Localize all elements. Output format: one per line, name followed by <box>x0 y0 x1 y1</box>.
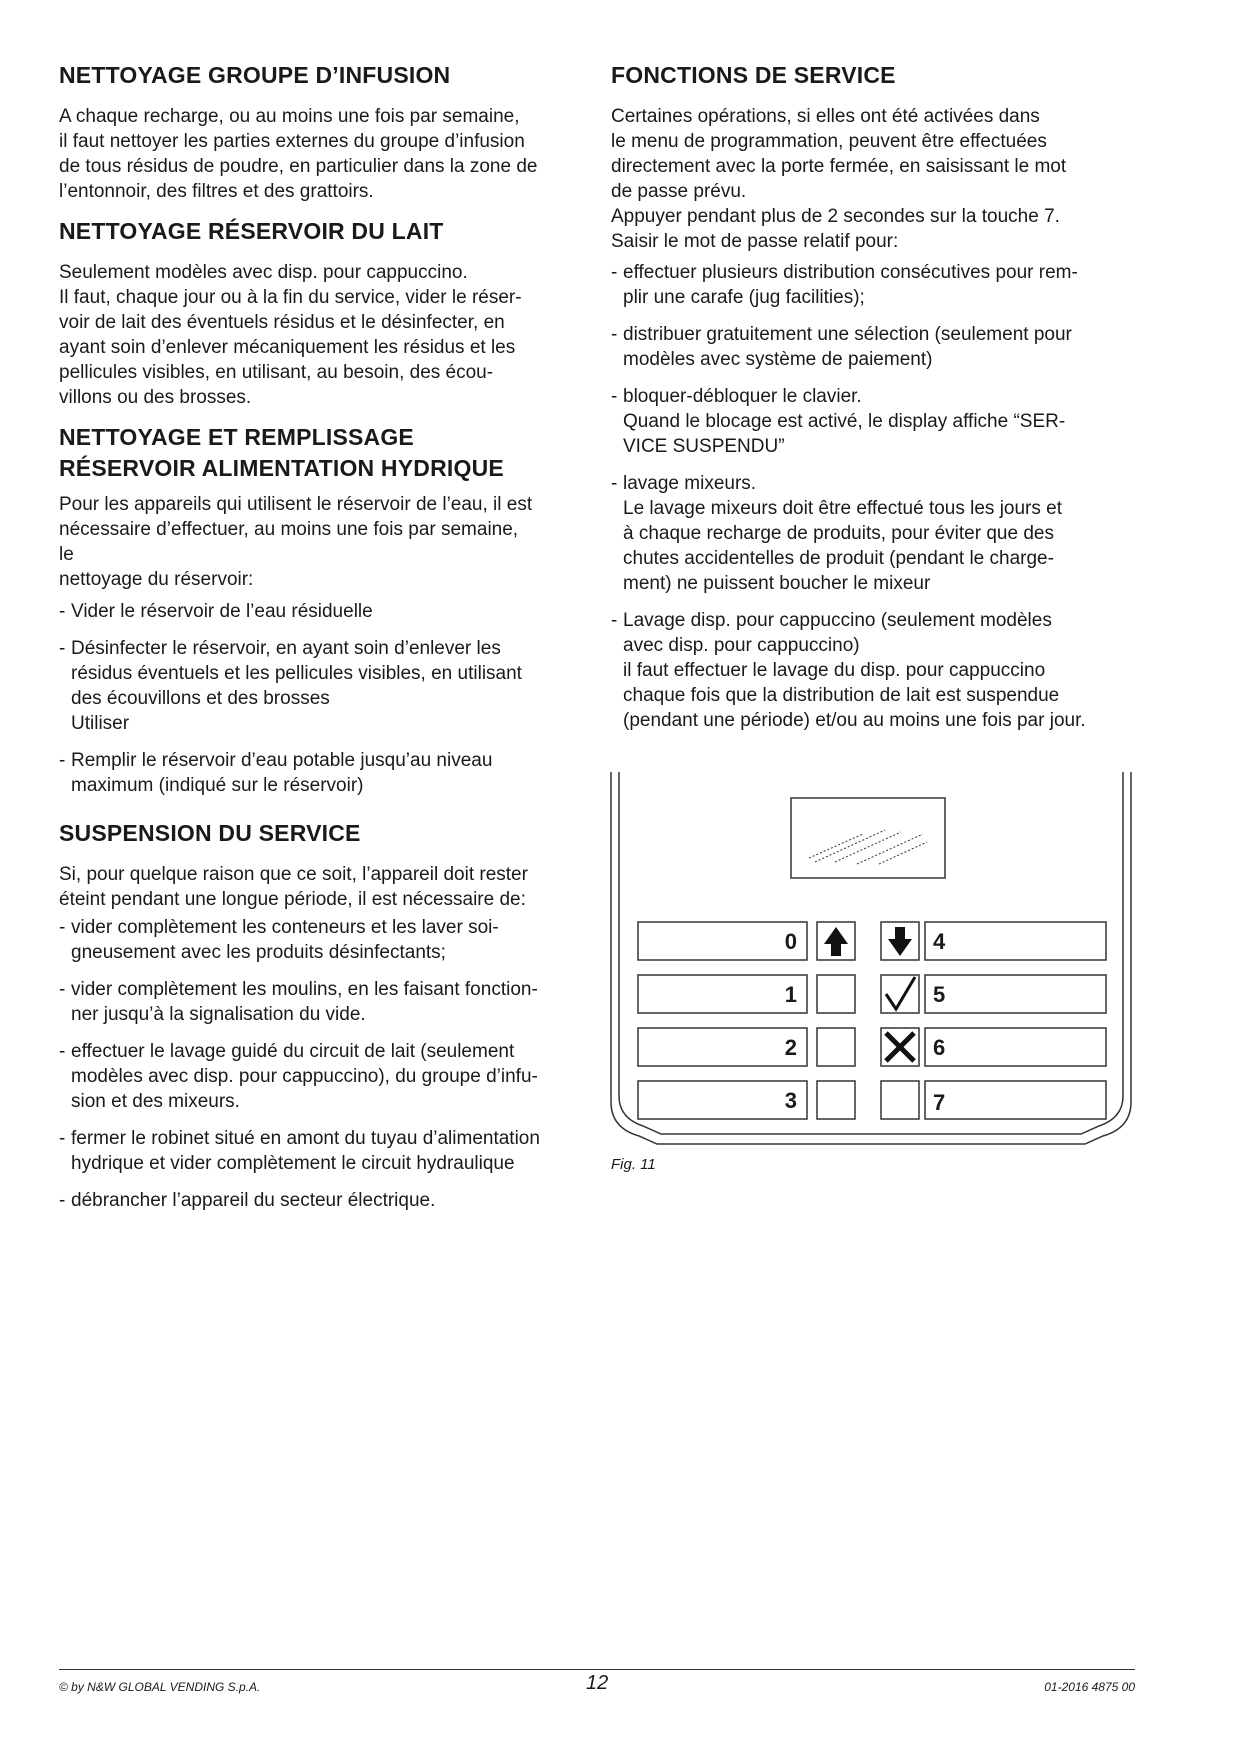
keypad-figure <box>609 772 1133 1156</box>
list-item <box>59 1188 589 1213</box>
list-item <box>59 748 589 798</box>
key-label-0: 0 <box>784 929 797 954</box>
key-label-4: 4 <box>933 929 946 954</box>
section-service-functions <box>611 60 1141 733</box>
text-line: - distribuer gratuitement une sélection (seulement pour <box>623 324 1072 345</box>
dash-list <box>611 260 1141 733</box>
list-item <box>611 471 1141 596</box>
list-item <box>611 608 1141 733</box>
text-line: gneusement avec les produits désinfectants; <box>71 942 446 963</box>
text-line: Certaines opérations, si elles ont été activées dans <box>611 106 1040 127</box>
keypad-diagram <box>609 772 1133 1156</box>
right-column <box>611 60 1141 745</box>
section-title: SUSPENSION DU SERVICE <box>59 820 361 846</box>
list-item <box>611 384 1141 459</box>
section-milk-tank-cleaning <box>59 216 589 410</box>
text-line: éteint pendant une longue période, il est nécessaire de: <box>59 889 526 910</box>
text-line: - Désinfecter le réservoir, en ayant soin d’enlever les <box>71 638 501 659</box>
key-label-6: 6 <box>933 1035 946 1060</box>
section-service-suspension <box>59 818 589 1213</box>
page-number: 12 <box>586 1672 609 1694</box>
text-line: - effectuer le lavage guidé du circuit de lait (seulement <box>71 1041 515 1062</box>
text-line: modèles avec système de paiement) <box>623 349 933 370</box>
text-line: ayant soin d’enlever mécaniquement les résidus et les <box>59 337 516 358</box>
text-line: directement avec la porte fermée, en saisissant le mot <box>611 156 1067 177</box>
copyright-text: © by N&W GLOBAL VENDING S.p.A. <box>59 1680 261 1694</box>
text-line: à chaque recharge de produits, pour éviter que des <box>623 523 1054 544</box>
figure-caption: Fig. 11 <box>611 1156 656 1173</box>
list-item <box>611 322 1141 372</box>
text-line: de passe prévu. <box>611 181 747 202</box>
key-label-1: 1 <box>784 982 797 1007</box>
text-line: - vider complètement les conteneurs et les laver soi- <box>71 917 499 938</box>
text-line: sion et des mixeurs. <box>71 1091 240 1112</box>
text-line: chaque fois que la distribution de lait est suspendue <box>623 685 1060 706</box>
dash-list <box>59 915 589 1213</box>
left-key-bars <box>638 922 807 1119</box>
text-line: le <box>59 544 74 565</box>
title-line: NETTOYAGE ET REMPLISSAGE <box>59 424 414 450</box>
text-line: des écouvillons et des brosses <box>71 688 330 709</box>
section-water-tank <box>59 422 589 798</box>
text-line: Appuyer pendant plus de 2 secondes sur la touche 7. <box>611 206 1060 227</box>
key-bar-6[interactable] <box>925 1028 1106 1066</box>
list-item <box>611 260 1141 310</box>
text-line: - débrancher l’appareil du secteur électrique. <box>71 1190 436 1211</box>
text-line: Quand le blocage est activé, le display affiche “SER- <box>623 411 1066 432</box>
text-line: chutes accidentelles de produit (pendant le charge- <box>623 548 1054 569</box>
key-bar-2[interactable] <box>638 1028 807 1066</box>
display-screen <box>791 798 945 878</box>
text-line: - Lavage disp. pour cappuccino (seulement modèles <box>623 610 1052 631</box>
text-line: plir une carafe (jug facilities); <box>623 287 865 308</box>
list-item <box>59 915 589 965</box>
list-item <box>59 1126 589 1176</box>
text-line: ment) ne puissent boucher le mixeur <box>623 573 931 594</box>
dash-list <box>59 599 589 798</box>
text-line: l’entonnoir, des filtres et des grattoirs. <box>59 181 374 202</box>
text-line: Seulement modèles avec disp. pour cappuccino. <box>59 262 468 283</box>
list-item <box>59 977 589 1027</box>
text-line: pellicules visibles, en utilisant, au besoin, des écou- <box>59 362 494 383</box>
text-line: nettoyage du réservoir: <box>59 569 254 590</box>
text-line: nécessaire d’effectuer, au moins une fois par semaine, <box>59 519 519 540</box>
footer-divider <box>59 1669 1135 1670</box>
text-line: Si, pour quelque raison que ce soit, l’appareil doit rester <box>59 864 528 885</box>
key-bar-5[interactable] <box>925 975 1106 1013</box>
key-label-7: 7 <box>933 1090 946 1115</box>
text-line: Saisir le mot de passe relatif pour: <box>611 231 899 252</box>
text-line: - fermer le robinet situé en amont du tuyau d’alimentation <box>71 1128 540 1149</box>
text-line: maximum (indiqué sur le réservoir) <box>71 775 364 796</box>
paragraph <box>59 260 589 410</box>
section-title <box>59 422 589 484</box>
left-column <box>59 60 589 1225</box>
key-bar-4[interactable] <box>925 922 1106 960</box>
text-line: avec disp. pour cappuccino) <box>623 635 860 656</box>
text-line: Pour les appareils qui utilisent le réservoir de l’eau, il est <box>59 494 533 515</box>
text-line: résidus éventuels et les pellicules visibles, en utilisant <box>71 663 522 684</box>
section-title: NETTOYAGE GROUPE D’INFUSION <box>59 62 451 88</box>
paragraph <box>59 862 589 912</box>
paragraph <box>59 492 589 592</box>
text-line: - effectuer plusieurs distribution consécutives pour rem- <box>623 262 1078 283</box>
text-line: - Vider le réservoir de l’eau résiduelle <box>71 601 373 622</box>
list-item <box>59 1039 589 1114</box>
paragraph <box>59 104 589 204</box>
list-item <box>59 599 589 624</box>
text-line: hydrique et vider complètement le circuit hydraulique <box>71 1153 515 1174</box>
text-line: - lavage mixeurs. <box>623 473 757 494</box>
list-item <box>59 636 589 736</box>
square-button-1[interactable] <box>817 975 855 1013</box>
paragraph <box>611 104 1141 254</box>
text-line: de tous résidus de poudre, en particulier dans la zone de <box>59 156 538 177</box>
text-line: le menu de programmation, peuvent être effectuées <box>611 131 1047 152</box>
text-line: Il faut, chaque jour ou à la fin du service, vider le réser- <box>59 287 522 308</box>
text-line: - Remplir le réservoir d’eau potable jusqu’au niveau <box>71 750 493 771</box>
text-line: VICE SUSPENDU” <box>623 436 785 457</box>
key-bar-1[interactable] <box>638 975 807 1013</box>
square-button-2[interactable] <box>817 1028 855 1066</box>
document-code: 01-2016 4875 00 <box>1044 1680 1135 1694</box>
square-button-7[interactable] <box>881 1081 919 1119</box>
key-bar-0[interactable] <box>638 922 807 960</box>
text-line: voir de lait des éventuels résidus et le désinfecter, en <box>59 312 505 333</box>
key-label-5: 5 <box>933 982 946 1007</box>
key-label-2: 2 <box>784 1035 797 1060</box>
text-line: modèles avec disp. pour cappuccino), du groupe d’infu- <box>71 1066 538 1087</box>
key-label-3: 3 <box>784 1088 797 1113</box>
text-line: (pendant une période) et/ou au moins une fois par jour. <box>623 710 1086 731</box>
text-line: ner jusqu’à la signalisation du vide. <box>71 1004 366 1025</box>
text-line: Le lavage mixeurs doit être effectué tous les jours et <box>623 498 1063 519</box>
text-line: Utiliser <box>71 713 130 734</box>
title-line: RÉSERVOIR ALIMENTATION HYDRIQUE <box>59 455 504 481</box>
right-key-bars <box>925 922 1106 1119</box>
text-line: A chaque recharge, ou au moins une fois par semaine, <box>59 106 520 127</box>
section-infusion-cleaning <box>59 60 589 204</box>
text-line: - vider complètement les moulins, en les faisant fonction- <box>71 979 538 1000</box>
text-line: - bloquer-débloquer le clavier. <box>623 386 862 407</box>
text-line: villons ou des brosses. <box>59 387 252 408</box>
section-title: FONCTIONS DE SERVICE <box>611 62 896 88</box>
section-title: NETTOYAGE RÉSERVOIR DU LAIT <box>59 218 444 244</box>
square-button-3[interactable] <box>817 1081 855 1119</box>
text-line: il faut effectuer le lavage du disp. pour cappuccino <box>623 660 1046 681</box>
key-bar-3[interactable] <box>638 1081 807 1119</box>
text-line: il faut nettoyer les parties externes du groupe d’infusion <box>59 131 525 152</box>
key-bar-7[interactable] <box>925 1081 1106 1119</box>
